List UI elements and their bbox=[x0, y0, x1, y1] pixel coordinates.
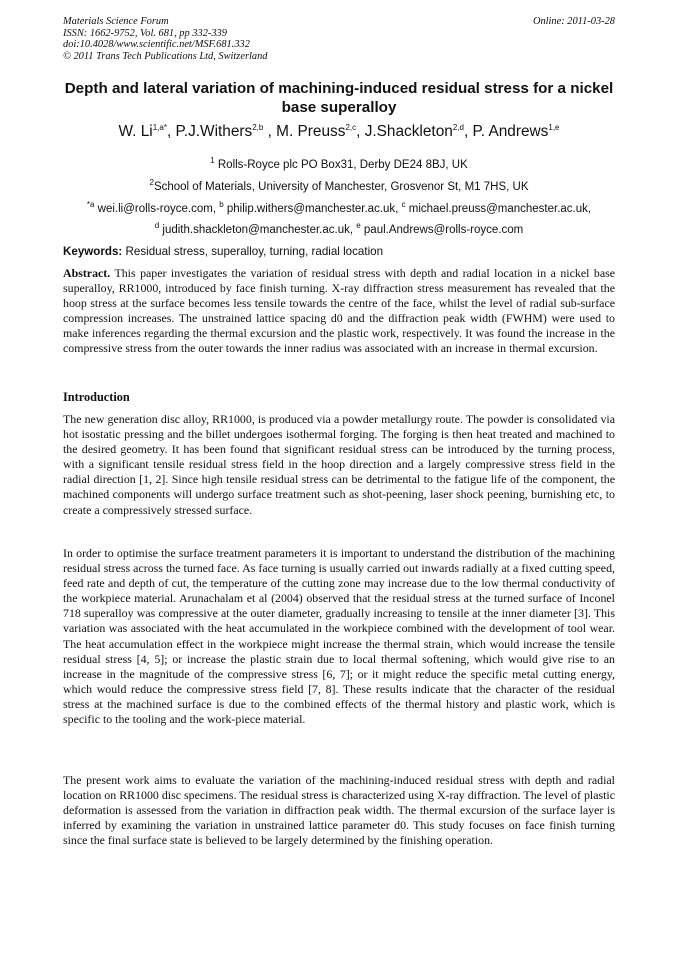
email-link[interactable]: judith.shackleton@manchester.ac.uk, bbox=[159, 224, 357, 236]
author-marker: 1,a* bbox=[152, 122, 167, 132]
author-marker: 1,e bbox=[548, 122, 560, 132]
email-link[interactable]: paul.Andrews@rolls-royce.com bbox=[360, 224, 524, 236]
affiliation-text: School of Materials, University of Manchester, Grosvenor St, M1 7HS, UK bbox=[153, 181, 529, 193]
online-date: Online: 2011-03-28 bbox=[532, 16, 615, 27]
author-marker: 2,b bbox=[252, 122, 264, 132]
email-marker: e bbox=[356, 221, 361, 231]
email-link[interactable]: wei.li@rolls-royce.com, bbox=[94, 203, 220, 215]
keywords-text: Residual stress, superalloy, turning, radial location bbox=[122, 245, 384, 258]
email-marker: c bbox=[401, 200, 406, 210]
keywords-label: Keywords: bbox=[63, 245, 123, 258]
journal-doi: doi:10.4028/www.scientific.net/MSF.681.332 bbox=[63, 39, 250, 50]
affiliation-text: Rolls-Royce plc PO Box31, Derby DE24 8BJ, UK bbox=[214, 159, 468, 171]
paragraph: In order to optimise the surface treatment parameters it is important to understand the distribution of the machining residual stress across the turned face. As face turning is usually carried out inwards radially at a fixed cutting speed, feed rate and depth of cut, the temperature of the cutting zone may increase due to the low thermal conductivity of the workpiece material. Arunachalam et al (2004) observed that the residual stress at the turned surface of Inconel 718 superalloy was compressive at the outer diameter, gradually increasing to tensile at the inner diameter [3]. This variation was associated with the heat accumulated in the workpiece combined with the development of tool wear. The heat accumulation effect in the workpiece might increase the thermal strain, which would increase the tensile residual stress [4, 5]; or increase the plastic strain due to local thermal softening, which would give rise to an increase in the magnitude of the compressive stress [6, 7]; or it might reduce the specific metal cutting energy, which would reduce the compressive stress field [7, 8]. These results indicate that the character of the residual stress at the machined surface is due to the combined effects of the thermal history and plastic work, which is specific to the tooling and the work-piece material. bbox=[63, 546, 615, 727]
author-marker: 2,d bbox=[452, 122, 464, 132]
author-name: P.J.Withers bbox=[175, 123, 253, 140]
paragraph: The present work aims to evaluate the variation of the machining-induced residual stress with depth and radial location on RR1000 disc specimens. The residual stress is characterized using X-ray diffraction. The level of plastic deformation is assessed from the variation in diffraction peak width. The thermal excursion of the surface layer is inferred by examining the variation in unstrained lattice parameter d0. This study focuses on face finish turning since the final surface state is believed to be largely determined by the finishing operation. bbox=[63, 773, 615, 848]
author-name: M. Preuss bbox=[276, 123, 346, 140]
affiliation bbox=[63, 180, 615, 194]
author-name: W. Li bbox=[118, 123, 153, 140]
abstract-text: This paper investigates the variation of residual stress with depth and radial location in a nickel base superalloy, RR1000, introduced by face finish turning. X-ray diffraction stress measurement has revealed that the hoop stress at the surface becomes less tensile towards the centre of the face, whilst the level of radial sub-surface compression increases. The unstrained lattice spacing d0 and the diffraction peak width (FWHM) were used to make inferences regarding the thermal excursion and the plastic work, respectively. It was found the increase in the compressive stress from the outer towards the inner radius was associated with an increase in thermal excursion. bbox=[63, 266, 615, 356]
email-marker: d bbox=[154, 221, 160, 231]
affiliation bbox=[63, 158, 615, 172]
email-line bbox=[63, 202, 615, 216]
journal-name: Materials Science Forum bbox=[63, 16, 169, 27]
email-marker: b bbox=[219, 200, 224, 210]
affiliation-marker: 1 bbox=[210, 156, 215, 166]
author-list: W. $Li^{1,a*}$, P.J.Withers$^{2,b}$ , M. Preuss$^{2,c}$, J.Shackleton$^{2,d}$, P. Andrews$^{1,e}$ bbox=[118, 122, 560, 140]
email-link[interactable]: philip.withers@manchester.ac.uk, bbox=[223, 203, 402, 215]
affiliation-marker: 2 bbox=[149, 178, 154, 188]
journal-issn: ISSN: 1662-9752, Vol. 681, pp 332-339 bbox=[63, 27, 227, 39]
author-name: P. Andrews bbox=[472, 123, 549, 140]
author-name: J.Shackleton bbox=[364, 123, 453, 140]
email-marker: *a bbox=[86, 200, 95, 210]
email-link[interactable]: michael.preuss@manchester.ac.uk, bbox=[405, 203, 592, 215]
email-line bbox=[63, 223, 615, 237]
journal-copyright: © 2011 Trans Tech Publications Ltd, Switzerland bbox=[63, 50, 268, 62]
author-marker: 2,c bbox=[345, 122, 357, 132]
paragraph: The new generation disc alloy, RR1000, is produced via a powder metallurgy route. The powder is consolidated via hot isostatic pressing and the billet undergoes isothermal forging. The forging is then heat treated and machined to the desired geometry. It has been found that significant residual stress can be introduced by the turning process, with a significant tensile residual stress field in the hoop direction and a largely compressive stress field in the radial direction [1, 2]. Since high tensile residual stress can be detrimental to the fatigue life of the component, the machined components will undergo surface treatment such as shot-peening, laser shock peening, burnishing etc, to create a compressively stressed surface. bbox=[63, 412, 615, 517]
keywords bbox=[63, 244, 615, 259]
section-heading: Introduction bbox=[63, 390, 130, 404]
abstract bbox=[63, 266, 615, 357]
paper-title: Depth and lateral variation of machining-induced residual stress for a nickel base superalloy bbox=[64, 80, 614, 116]
abstract-label: Abstract. bbox=[63, 266, 111, 280]
journal-header bbox=[63, 16, 615, 62]
